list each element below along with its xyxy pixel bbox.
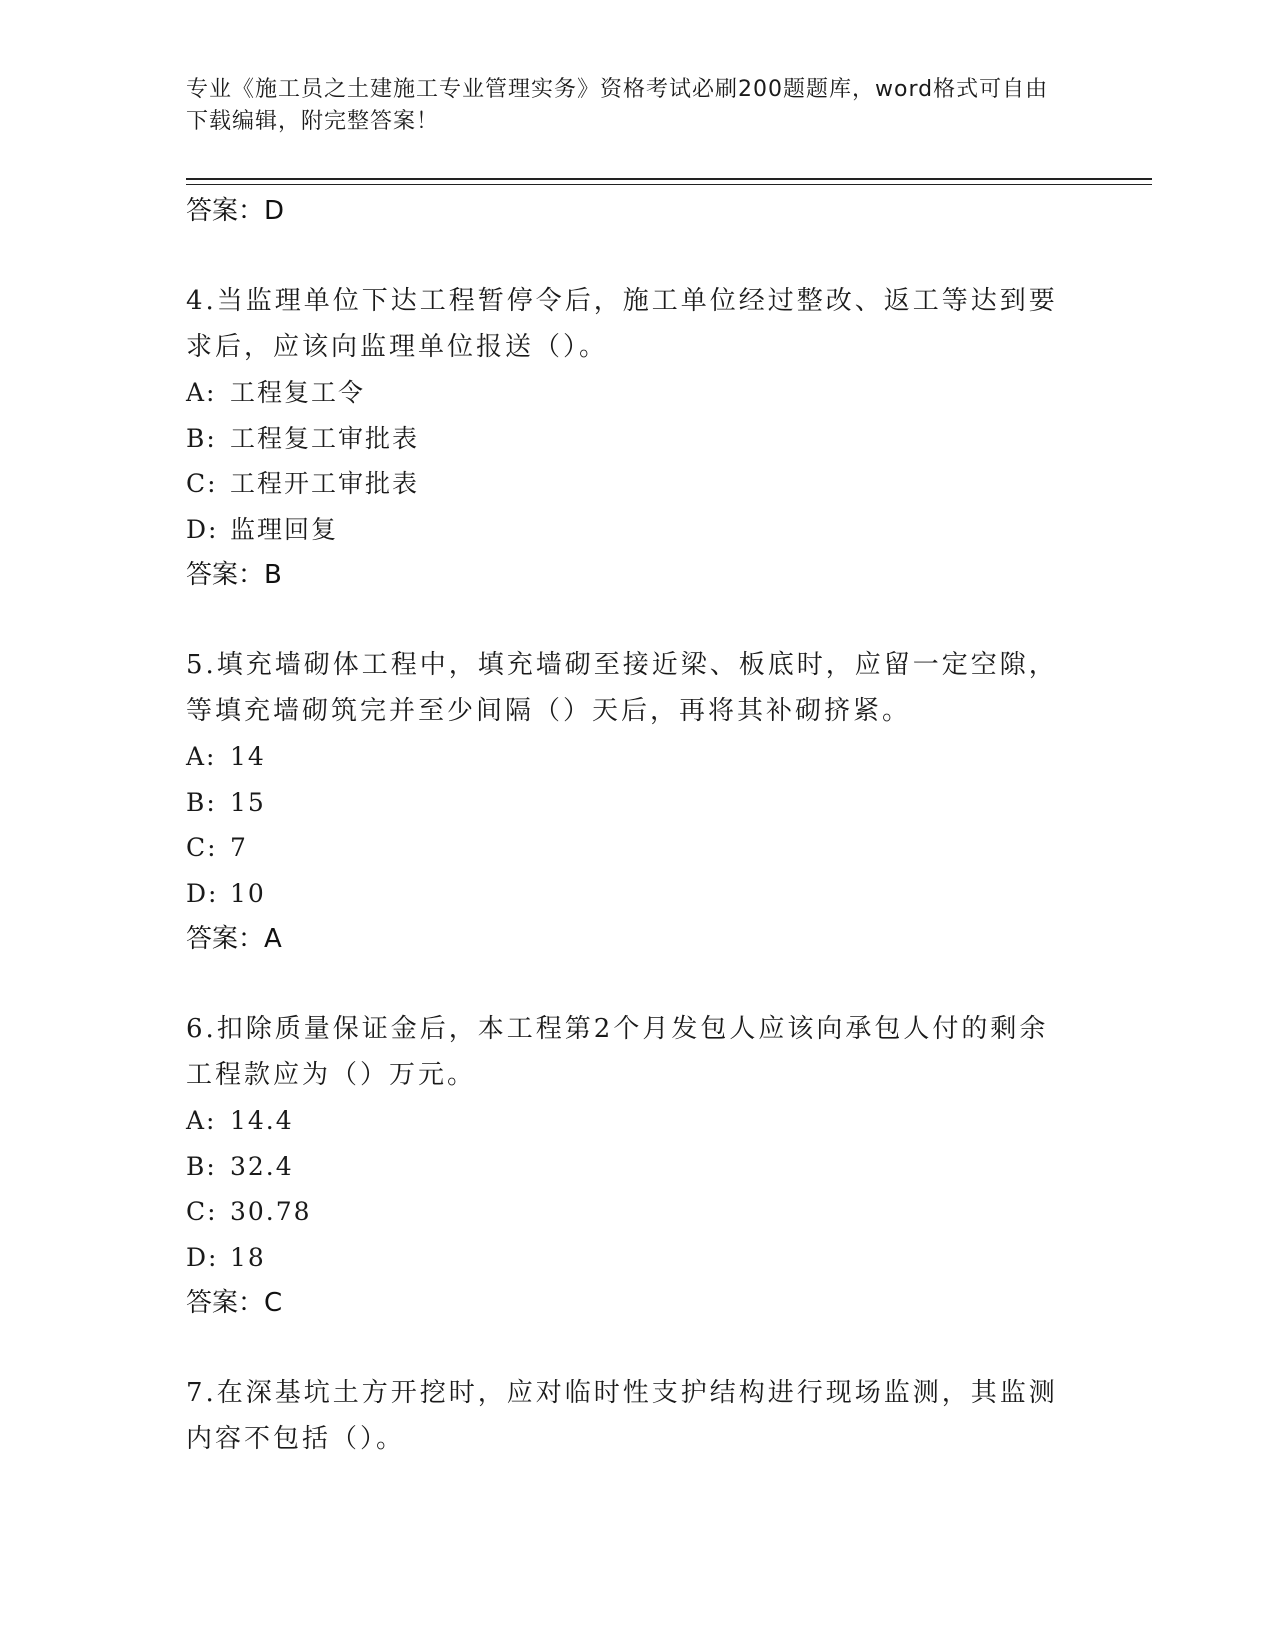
question-6: [186, 1006, 1066, 1326]
question-4: [186, 278, 1066, 598]
answer-line: 答案：A: [186, 924, 282, 954]
page-header: 专业《施工员之土建施工专业管理实务》资格考试必刷200题题库，word格式可自由下载编辑，附完整答案！: [186, 77, 1049, 134]
option-key: C:: [186, 1197, 218, 1226]
option-a: [186, 1098, 1066, 1144]
option-d: [186, 507, 1066, 553]
option-key: D:: [186, 878, 219, 908]
option-b: [186, 780, 1066, 826]
option-key: C:: [186, 833, 218, 862]
option-key: C:: [186, 469, 218, 498]
option-text: 14.4: [230, 1106, 294, 1135]
option-c: [186, 1189, 1066, 1235]
question-stem: 7.在深基坑土方开挖时，应对临时性支护结构进行现场监测，其监测内容不包括（）。: [186, 1378, 1058, 1454]
option-text: 18: [230, 1242, 266, 1272]
question-stem: 5.填充墙砌体工程中，填充墙砌至接近梁、板底时，应留一定空隙，等填充墙砌筑完并至少间隔（）天后，再将其补砌挤紧。: [186, 650, 1058, 726]
answer-line: 答案：B: [186, 560, 282, 590]
option-d: [186, 871, 1066, 917]
option-key: D:: [186, 514, 219, 544]
option-text: 工程开工审批表: [230, 469, 420, 498]
option-key: D:: [186, 1242, 219, 1272]
option-c: [186, 461, 1066, 507]
question-stem: 4.当监理单位下达工程暂停令后，施工单位经过整改、返工等达到要求后，应该向监理单位报送（）。: [186, 286, 1058, 362]
option-a: [186, 734, 1066, 780]
header-divider-thin: [186, 184, 1152, 185]
option-text: 14: [230, 742, 266, 771]
option-key: A:: [186, 742, 217, 771]
answer-line: 答案：C: [186, 1288, 283, 1318]
option-b: [186, 1144, 1066, 1190]
option-key: A:: [186, 1106, 217, 1135]
option-text: 监理回复: [230, 514, 339, 544]
option-text: 工程复工令: [230, 378, 366, 407]
option-c: [186, 825, 1066, 871]
option-d: [186, 1235, 1066, 1281]
answer-line: 答案：D: [186, 196, 285, 226]
question-list: [186, 188, 1066, 1462]
question-7: [186, 1370, 1066, 1462]
option-text: 30.78: [230, 1197, 312, 1226]
option-a: [186, 370, 1066, 416]
header-divider-thick: [186, 178, 1152, 180]
option-text: 32.4: [230, 1151, 294, 1181]
option-key: A:: [186, 378, 217, 407]
option-key: B:: [186, 423, 217, 453]
option-text: 工程复工审批表: [230, 423, 420, 453]
option-key: B:: [186, 787, 217, 817]
option-key: B:: [186, 1151, 217, 1181]
question-stem: 6.扣除质量保证金后，本工程第2个月发包人应该向承包人付的剩余工程款应为（）万元。: [186, 1014, 1049, 1090]
question-5: [186, 642, 1066, 962]
option-text: 7: [230, 833, 248, 862]
option-text: 15: [230, 787, 266, 817]
option-b: [186, 416, 1066, 462]
option-text: 10: [230, 878, 266, 908]
